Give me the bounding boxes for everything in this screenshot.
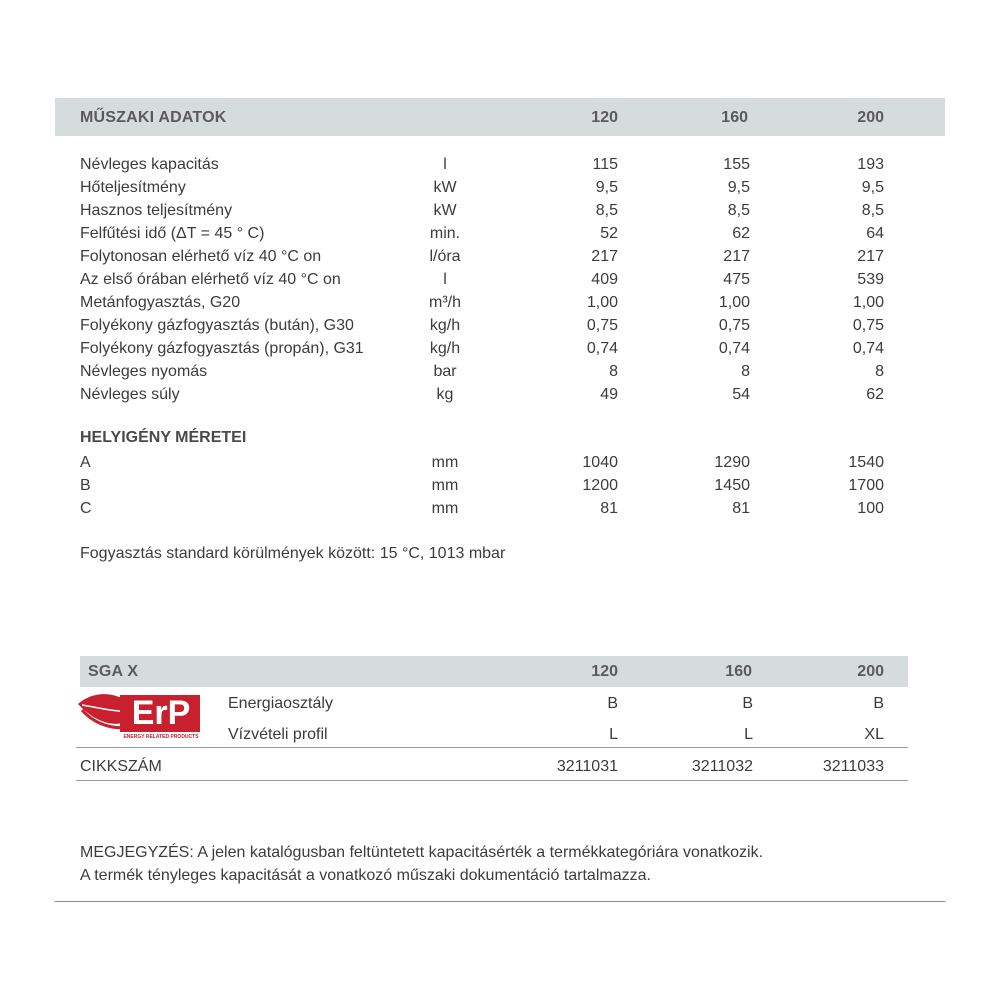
- table-row: [0, 690, 1000, 718]
- row-label: C: [80, 500, 92, 517]
- row-value-200: 8,5: [861, 202, 884, 219]
- row-value-200: 1,00: [852, 294, 884, 311]
- table-row: [0, 474, 1000, 497]
- sga-col-200: 200: [857, 663, 884, 680]
- row-value-160: 1,00: [718, 294, 750, 311]
- row-value-120: 115: [592, 156, 618, 173]
- row-label: Metánfogyasztás, G20: [80, 294, 241, 311]
- consumption-note: Fogyasztás standard körülmények között: 15 °C, 1013 mbar: [80, 545, 506, 562]
- row-value-200: 1540: [848, 454, 884, 471]
- tech-col-160: 160: [721, 109, 748, 126]
- footnote-line-2: A termék tényleges kapacitását a vonatkozó műszaki dokumentáció tartalmazza.: [80, 867, 651, 884]
- row-value-200: XL: [864, 726, 884, 743]
- row-unit: kg/h: [429, 340, 461, 357]
- bottom-divider: [55, 901, 945, 902]
- table-row: [0, 451, 1000, 474]
- row-value-200: 539: [857, 271, 884, 288]
- code-200: 3211033: [822, 758, 884, 775]
- row-value-160: 81: [732, 500, 750, 517]
- row-value-200: 217: [857, 248, 884, 265]
- row-label: Névleges nyomás: [80, 363, 208, 380]
- row-value-160: 155: [723, 156, 750, 173]
- table-row: [0, 337, 1000, 360]
- row-value-160: 0,74: [718, 340, 750, 357]
- row-label: Névleges súly: [80, 386, 180, 403]
- table-row: [0, 153, 1000, 176]
- erp-logo-sub: ENERGY RELATED PRODUCTS: [123, 734, 199, 740]
- table-row: [0, 222, 1000, 245]
- table-row: [0, 176, 1000, 199]
- row-value-200: 62: [866, 386, 884, 403]
- sga-header-band: [80, 656, 908, 687]
- row-unit: bar: [433, 363, 457, 380]
- erp-logo-text: ErP: [131, 694, 191, 732]
- tech-col-120: 120: [591, 109, 618, 126]
- row-value-160: 475: [723, 271, 750, 288]
- row-value-160: 217: [723, 248, 750, 265]
- row-label: Vízvételi profil: [228, 726, 328, 743]
- sga-divider-2: [76, 780, 908, 781]
- row-value-120: 49: [600, 386, 618, 403]
- space-title: HELYIGÉNY MÉRETEI: [80, 429, 247, 446]
- row-label: B: [80, 477, 91, 494]
- row-label: Folytonosan elérhető víz 40 °C on: [80, 248, 322, 265]
- row-label: Az első órában elérhető víz 40 °C on: [80, 271, 341, 288]
- footnote-line-1: MEGJEGYZÉS: A jelen katalógusban feltüntetett kapacitásérték a termékkategóriára vonatkozik.: [80, 844, 764, 861]
- row-value-200: 1700: [848, 477, 884, 494]
- sga-col-160: 160: [725, 663, 752, 680]
- code-160: 3211032: [691, 758, 753, 775]
- row-value-200: 0,74: [852, 340, 884, 357]
- row-label: Névleges kapacitás: [80, 156, 219, 173]
- row-value-200: 0,75: [852, 317, 884, 334]
- row-value-160: 8: [741, 363, 750, 380]
- tech-col-200: 200: [857, 109, 884, 126]
- row-value-120: 8: [609, 363, 618, 380]
- row-unit: m³/h: [429, 294, 461, 311]
- row-value-120: B: [607, 695, 618, 712]
- table-row: [0, 199, 1000, 222]
- row-value-200: 193: [857, 156, 884, 173]
- table-row: [0, 360, 1000, 383]
- row-value-200: 100: [857, 500, 884, 517]
- code-label: CIKKSZÁM: [80, 758, 162, 775]
- table-row: [0, 383, 1000, 406]
- row-unit: kW: [433, 179, 457, 196]
- row-unit: l: [443, 271, 447, 288]
- row-value-120: 0,74: [586, 340, 618, 357]
- row-value-120: 1040: [582, 454, 618, 471]
- row-value-120: 409: [591, 271, 618, 288]
- sga-col-120: 120: [591, 663, 618, 680]
- row-value-120: 1,00: [586, 294, 618, 311]
- row-unit: kg: [436, 386, 454, 403]
- table-row: [0, 268, 1000, 291]
- row-label: Felfűtési idő (ΔT = 45 ° C): [80, 225, 265, 242]
- row-value-160: B: [742, 695, 753, 712]
- row-value-200: 64: [866, 225, 884, 242]
- table-row: [0, 314, 1000, 337]
- row-unit: l/óra: [429, 248, 461, 265]
- row-label: Folyékony gázfogyasztás (propán), G31: [80, 340, 364, 357]
- tech-title: MŰSZAKI ADATOK: [80, 109, 227, 126]
- row-value-200: 9,5: [861, 179, 884, 196]
- sga-title: SGA X: [88, 663, 139, 680]
- row-value-160: 0,75: [718, 317, 750, 334]
- row-unit: mm: [431, 477, 459, 494]
- row-label: Energiaosztály: [228, 695, 333, 712]
- row-label: A: [80, 454, 91, 471]
- row-value-160: 8,5: [727, 202, 750, 219]
- row-value-120: 81: [600, 500, 618, 517]
- row-value-160: 1290: [714, 454, 750, 471]
- row-label: Hőteljesítmény: [80, 179, 186, 196]
- row-value-120: L: [609, 726, 618, 743]
- code-120: 3211031: [556, 758, 618, 775]
- row-unit: mm: [431, 500, 459, 517]
- row-value-160: 62: [732, 225, 750, 242]
- row-value-120: 217: [591, 248, 618, 265]
- row-value-120: 1200: [582, 477, 618, 494]
- row-unit: l: [443, 156, 447, 173]
- table-row: [0, 721, 1000, 749]
- row-value-160: 54: [732, 386, 750, 403]
- code-row: [0, 753, 1000, 781]
- row-value-200: B: [873, 695, 884, 712]
- row-value-160: 9,5: [727, 179, 750, 196]
- row-unit: min.: [429, 225, 461, 242]
- sga-divider-1: [76, 747, 908, 748]
- row-unit: kW: [433, 202, 457, 219]
- row-value-120: 0,75: [586, 317, 618, 334]
- table-row: [0, 245, 1000, 268]
- row-unit: kg/h: [429, 317, 461, 334]
- row-unit: mm: [431, 454, 459, 471]
- row-value-120: 52: [600, 225, 618, 242]
- row-label: Folyékony gázfogyasztás (bután), G30: [80, 317, 354, 334]
- row-label: Hasznos teljesítmény: [80, 202, 233, 219]
- row-value-120: 8,5: [595, 202, 618, 219]
- row-value-200: 8: [875, 363, 884, 380]
- row-value-160: L: [744, 726, 753, 743]
- row-value-160: 1450: [714, 477, 750, 494]
- table-row: [0, 497, 1000, 520]
- table-row: [0, 291, 1000, 314]
- row-value-120: 9,5: [595, 179, 618, 196]
